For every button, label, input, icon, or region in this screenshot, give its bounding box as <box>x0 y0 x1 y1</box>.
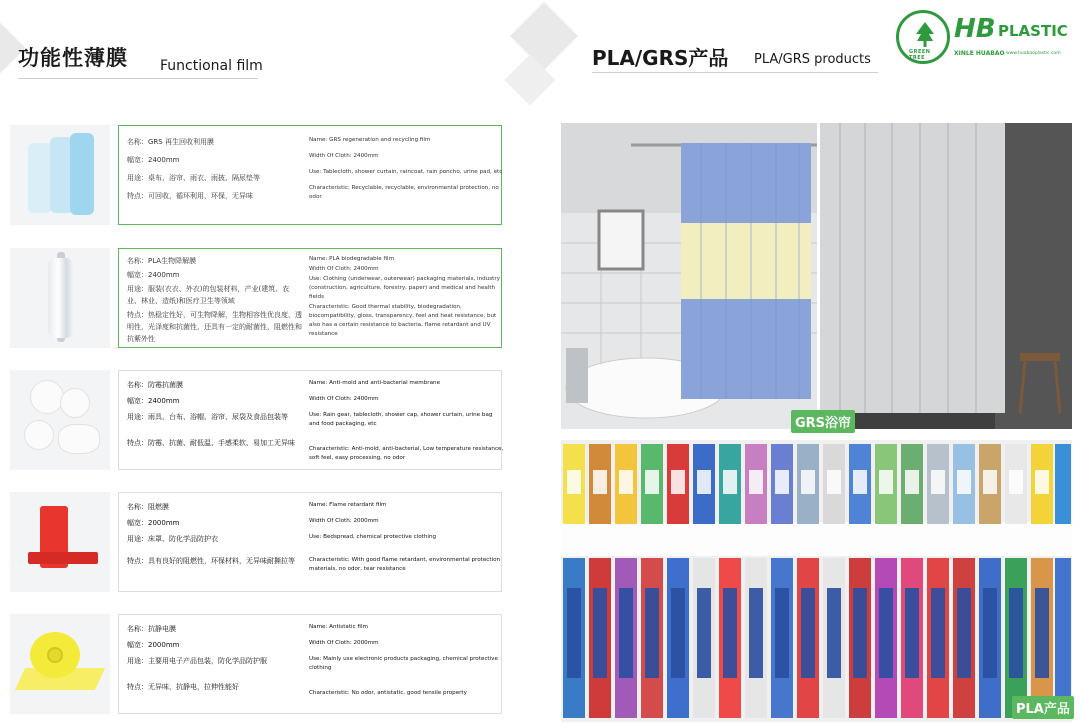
product-spec-box <box>118 492 502 592</box>
bathroom-curtain-photo <box>561 123 817 429</box>
spec-use-cn: 用途：服装(衣衣、外衣)的包装材料，产业(建筑、农业、林业、造纸)和医疗卫生等领域 <box>127 285 290 305</box>
spec-feature-en: Characteristic: Recyclable, recyclable, environmental protection, no odor <box>309 185 499 200</box>
product-row-flame <box>10 492 502 592</box>
right-decoration <box>510 2 578 70</box>
spec-name-en: Name: PLA biodegradable film <box>309 256 395 262</box>
left-page-title-en: Functional film <box>160 58 263 74</box>
spec-use-cn: 用途：主要用电子产品包装，防化学品防护服 <box>127 657 267 665</box>
grs-curtain-tag: GRS浴帘 <box>791 410 855 433</box>
spec-width-en: Width Of Cloth: 2400mm <box>309 266 379 272</box>
product-spec-box <box>118 248 502 348</box>
spec-width-cn: 幅宽：2000mm <box>127 641 180 649</box>
spec-feature-en: Characteristic: With good flame retardant, environmental protection materials, no odor, tear resistance <box>309 557 501 572</box>
spec-use-en: Use: Mainly use electronic products packaging, chemical protective clothing <box>309 656 498 671</box>
spec-feature-cn: 特点：热稳定性好，可生物降解，生物相容性优良度，透明性，光泽度和抗菌性，还具有一定的耐菌性，阻燃性和抗紫外性 <box>127 311 302 343</box>
spec-name-en: Name: GRS regeneration and recycling film <box>309 137 431 143</box>
left-decoration <box>0 10 18 100</box>
spec-feature-en: Characteristic: Anti-mold, anti-bacterial, Low temperature resistance, soft feel, easy processing, no odor <box>309 446 504 461</box>
spec-width-cn: 幅宽：2400mm <box>127 271 180 279</box>
logo-brand: HB <box>954 14 996 44</box>
logo-url: www.huabaoplastic.com <box>1006 51 1061 56</box>
right-page-title-en: PLA/GRS products <box>754 52 871 67</box>
product-spec-box <box>118 125 502 225</box>
left-title-divider <box>18 78 258 79</box>
spec-feature-cn: 特点：具有良好的阻燃性，环保材料，无异味耐撕拉等 <box>127 557 295 565</box>
spec-feature-en: Characteristic: Good thermal stability, biodegradation, biocompatibility, gloss, transparency, feel and heat resistance, but also has a certain resistance to bacteria, flame retardant and UV resistance <box>309 304 497 337</box>
spec-feature-cn: 特点：可回收，循环利用，环保，无异味 <box>127 192 253 200</box>
spec-name-en: Name: Anti-mold and anti-bacterial membrane <box>309 380 441 386</box>
right-page-title-cn: PLA/GRS产品 <box>592 46 729 70</box>
spec-use-en: Use: Rain gear, tablecloth, shower cap, shower curtain, urine bag and food packaging, etc <box>309 412 493 427</box>
spec-name-cn: 名称：防霉抗菌膜 <box>127 381 183 389</box>
spec-width-en: Width Of Cloth: 2000mm <box>309 518 379 524</box>
product-row-grs <box>10 125 502 225</box>
antistatic-film-image <box>10 614 110 714</box>
product-spec-box <box>118 370 502 470</box>
grs-film-image <box>10 125 110 225</box>
frosted-curtain-photo <box>820 123 1072 429</box>
spec-name-cn: 名称：阻燃膜 <box>127 503 169 511</box>
spec-name-en: Name: Antistatic film <box>309 624 368 630</box>
spec-width-cn: 幅宽：2400mm <box>127 156 180 164</box>
spec-feature-en: Characteristic: No odor, antistatic, good tensile property <box>309 690 467 696</box>
spec-use-cn: 用途：床罩、防化学品防护衣 <box>127 535 218 543</box>
antimold-film-image <box>10 370 110 470</box>
pla-products-shelf-photo <box>561 440 1072 722</box>
spec-name-cn: 名称：抗静电膜 <box>127 625 176 633</box>
spec-feature-cn: 特点：无异味，抗静电，拉伸性能好 <box>127 683 239 691</box>
tree-logo-icon <box>896 10 950 64</box>
spec-use-en: Use: Tablecloth, shower curtain, raincoat, rain poncho, urine pad, etc <box>309 169 503 175</box>
spec-use-en: Use: Bedspread, chemical protective clothing <box>309 534 437 540</box>
spec-use-en: Use: Clothing (underwear, outerwear) packaging materials, industry (construction, agriculture, forestry, paper) and medical and health fields <box>309 276 500 300</box>
spec-feature-cn: 特点：防霉、抗菌、耐低温、手感柔软、易加工无异味 <box>127 439 295 447</box>
product-spec-box <box>118 614 502 714</box>
pla-film-image <box>10 248 110 348</box>
spec-width-en: Width Of Cloth: 2000mm <box>309 640 379 646</box>
spec-width-en: Width Of Cloth: 2400mm <box>309 153 379 159</box>
spec-name-cn: 名称：PLA生物降解膜 <box>127 257 197 265</box>
spec-name-en: Name: Flame retardant film <box>309 502 387 508</box>
spec-width-cn: 幅宽：2000mm <box>127 519 180 527</box>
left-page-title-cn: 功能性薄膜 <box>18 46 128 70</box>
spec-use-cn: 用途：桌布、浴帘、雨衣、雨披、隔尿垫等 <box>127 174 260 182</box>
logo-company: XINLE HUABAO <box>954 50 1005 57</box>
pla-products-tag: PLA产品 <box>1012 696 1074 719</box>
logo-tree-text: GREEN TREE <box>909 49 931 61</box>
right-title-divider <box>592 72 878 73</box>
product-row-antimold <box>10 370 502 470</box>
spec-width-cn: 幅宽：2400mm <box>127 397 180 405</box>
company-logo <box>896 10 1076 70</box>
spec-use-cn: 用途：雨具、台布、浴帽、浴帘、尿袋及食品包装等 <box>127 413 288 421</box>
flame-film-image <box>10 492 110 592</box>
spec-name-cn: 名称：GRS 再生回收利用膜 <box>127 138 214 146</box>
product-row-pla <box>10 248 502 348</box>
spec-width-en: Width Of Cloth: 2400mm <box>309 396 379 402</box>
logo-brand-word: PLASTIC <box>998 22 1068 40</box>
product-row-antistatic <box>10 614 502 714</box>
